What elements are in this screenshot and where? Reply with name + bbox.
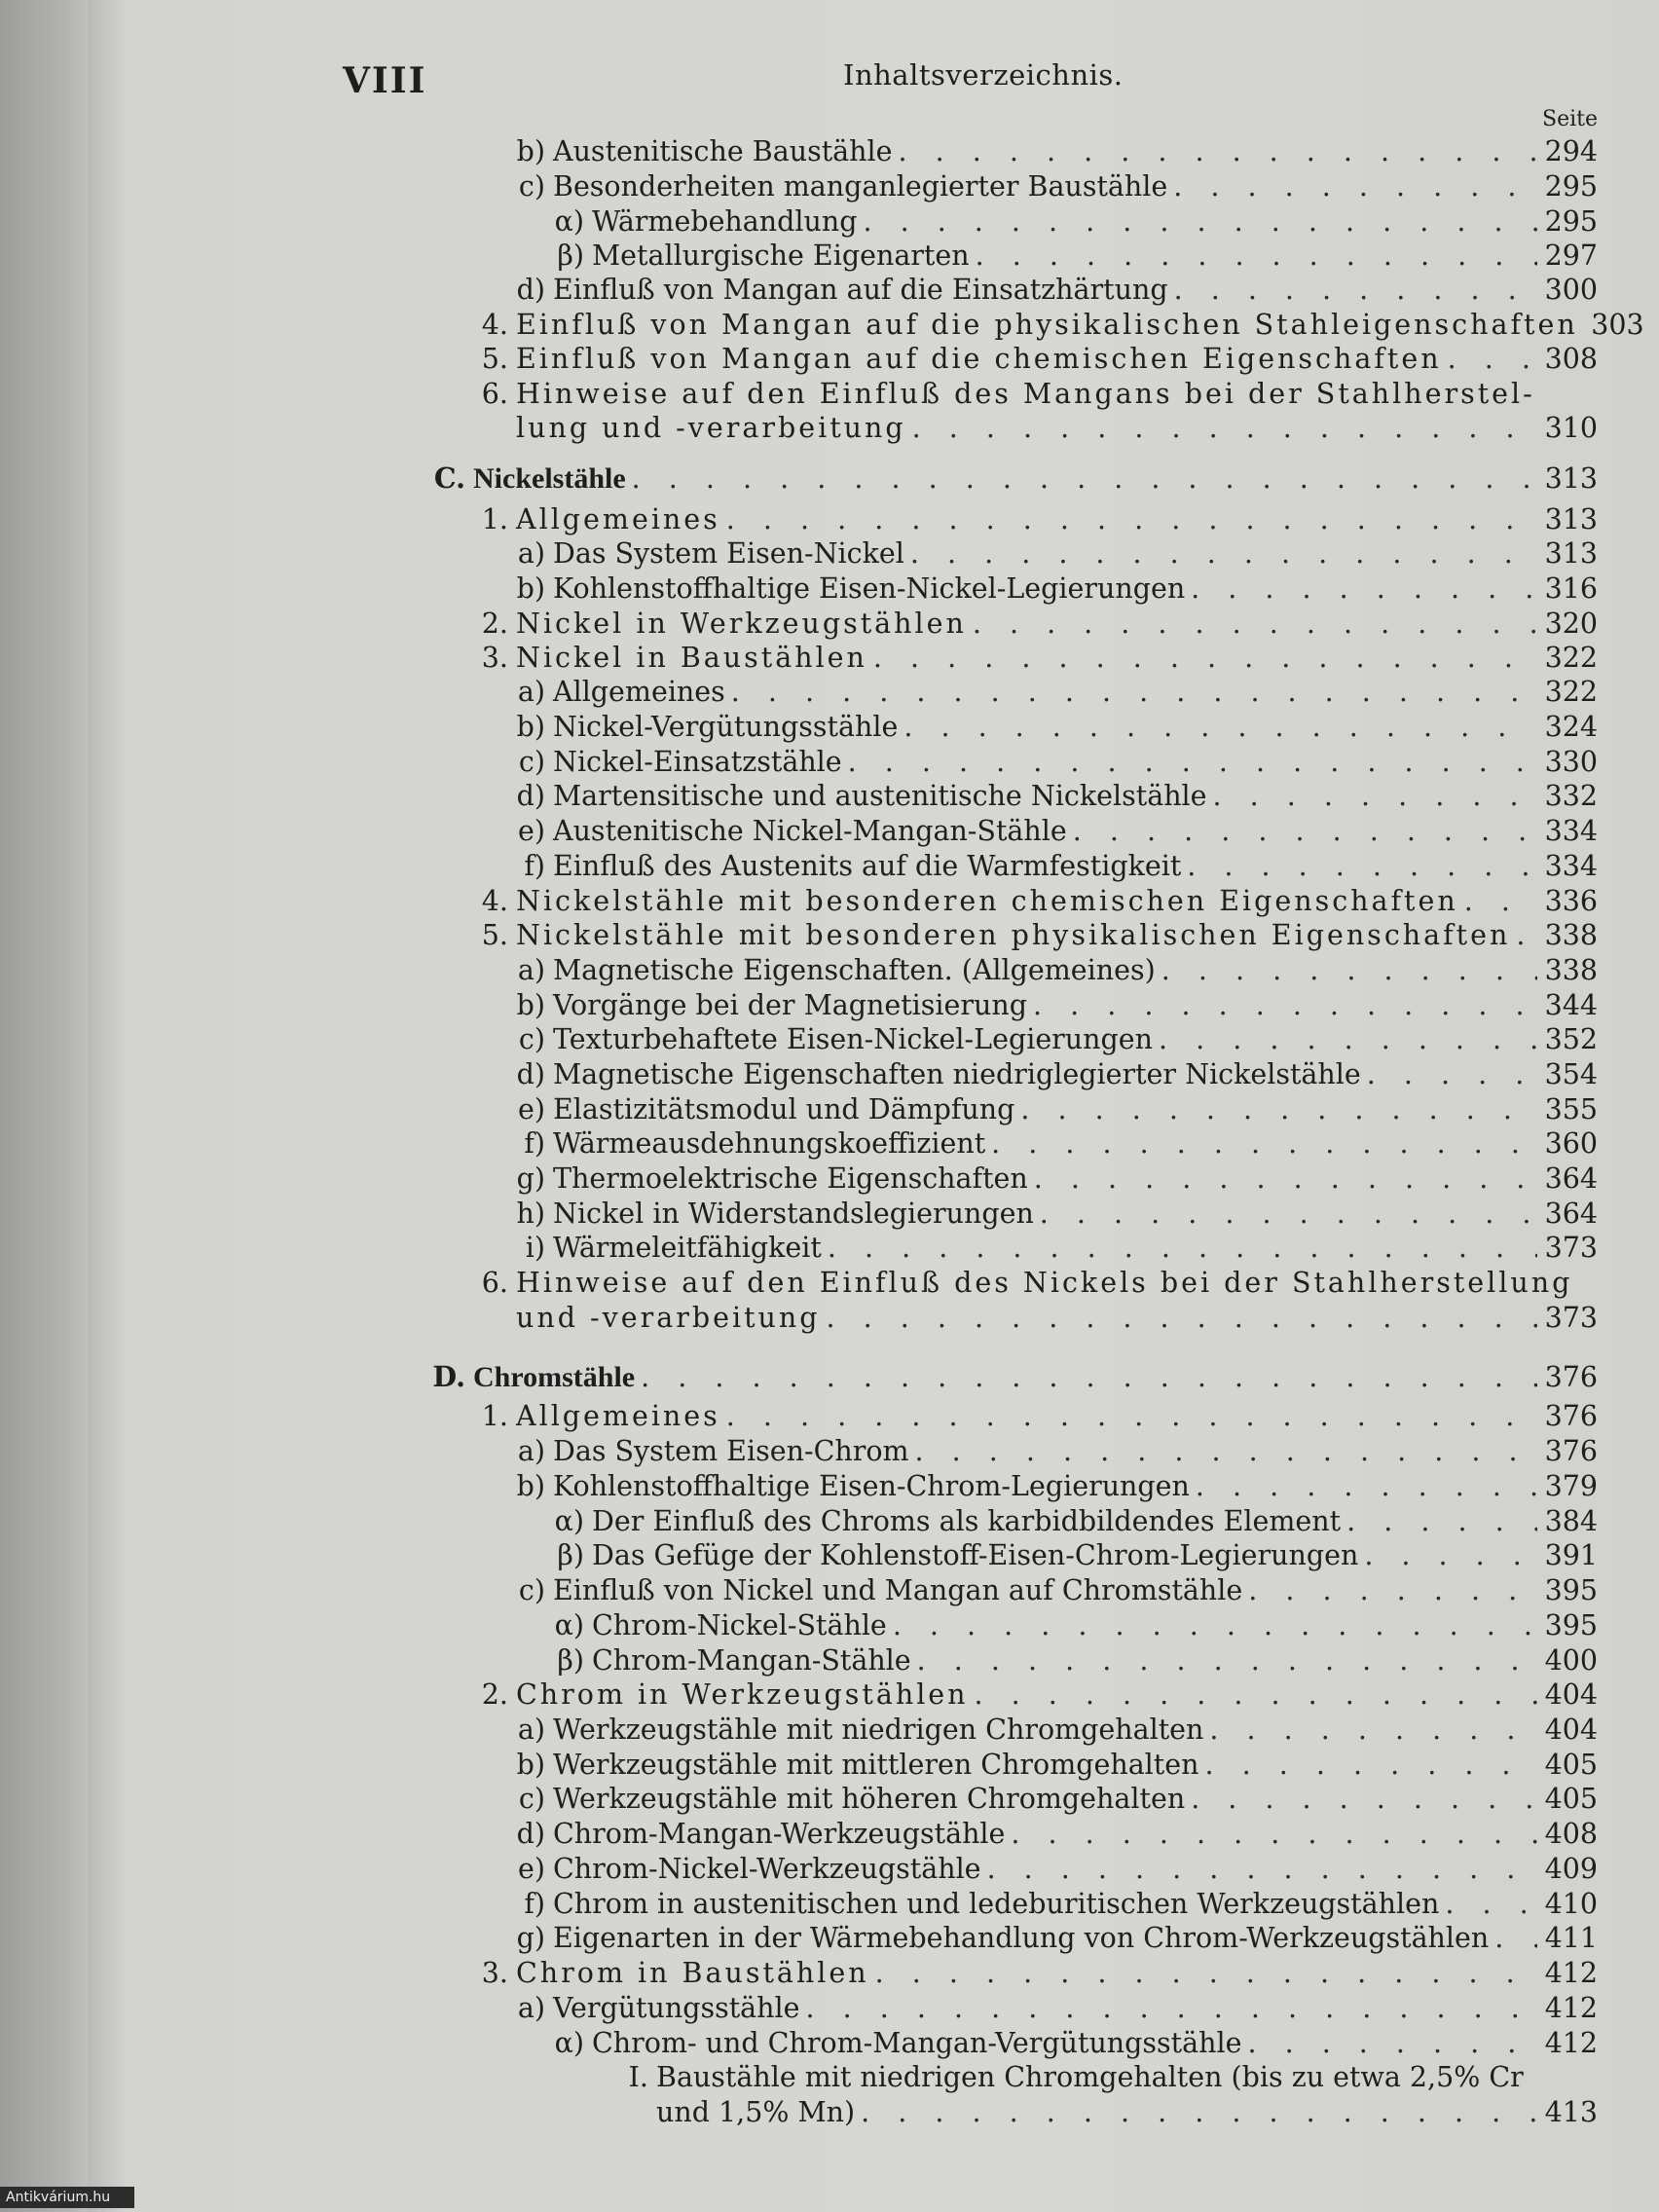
toc-entry-title: Nickel-Einsatzstähle [553,746,842,778]
toc-entry-title: Allgemeines [516,1400,720,1432]
toc-entry-title: Nickel-Vergütungsstähle [553,711,899,743]
toc-entry-page: 324 [1544,711,1598,743]
toc-entry-title: Austenitische Baustähle [553,135,893,167]
toc-entry-page: 354 [1544,1058,1598,1090]
toc-entry-title: Chrom in austenitischen und ledeburitischen Werkzeugstählen [553,1888,1440,1920]
toc-entry [0,2060,1598,2095]
toc-entry [0,239,1598,274]
toc-entry-number: D. [432,1360,465,1393]
toc-entry-number: c) [518,1023,545,1055]
toc-entry-page: 334 [1544,815,1598,847]
dot-leader [1248,1573,1537,1608]
toc-entry-title: Das Gefüge der Kohlenstoff-Eisen-Chrom-Legierungen [592,1539,1359,1571]
toc-entry-number: a) [517,537,545,570]
toc-entry-number: a) [517,1435,545,1467]
toc-entry-number: c) [518,1574,545,1606]
toc-entry-number: 6. [481,378,508,410]
toc-entry-page: 408 [1544,1818,1598,1850]
toc-entry-page: 303 [1591,309,1644,341]
toc-entry [0,849,1598,884]
toc-entry-page: 391 [1544,1539,1598,1571]
dot-leader [828,1231,1537,1266]
toc-entry-page: 316 [1544,572,1598,605]
dot-leader [899,134,1538,169]
toc-entry [0,1266,1598,1301]
dot-leader [1174,273,1537,308]
toc-entry-page: 355 [1544,1093,1598,1125]
toc-entry-number: α) [554,1609,584,1641]
toc-entry-title: Allgemeines [516,503,720,535]
dot-leader [1213,779,1537,814]
dot-leader [912,411,1537,446]
toc-entry-page: 376 [1544,1400,1598,1432]
toc-entry [0,918,1598,953]
toc-entry-number: i) [525,1232,545,1264]
toc-entry [0,953,1598,988]
toc-entry [0,1677,1598,1713]
dot-leader [861,2095,1537,2130]
toc-entry-title: Hinweise auf den Einfluß des Mangans bei der Stahlherstel- [516,378,1535,410]
toc-entry-title: Einfluß von Mangan auf die chemischen Eigenschaften [516,343,1442,375]
toc-entry [0,308,1644,343]
toc-entry-number: f) [524,1127,545,1160]
toc-entry-number: g) [516,1922,545,1954]
toc-entry-number: 1. [481,503,508,535]
toc-entry-page: 338 [1544,919,1598,951]
page-number-roman: VIII [343,60,427,101]
toc-entry [0,502,1598,537]
toc-entry-title: Magnetische Eigenschaften niedriglegierter Nickelstähle [553,1058,1361,1090]
toc-entry-page: 294 [1544,135,1598,167]
toc-entry [0,1301,1598,1336]
toc-entry-page: 409 [1544,1853,1598,1885]
toc-entry-number: b) [516,572,545,605]
dot-leader [1196,1469,1537,1504]
toc-entry-page: 412 [1544,2027,1598,2059]
dot-leader [726,502,1537,537]
toc-entry-page: 364 [1544,1162,1598,1195]
toc-entry [0,1161,1598,1197]
toc-entry [0,571,1598,607]
toc-entry-title: Baustähle mit niedrigen Chromgehalten (bis zu etwa 2,5% Cr [656,2061,1524,2093]
dot-leader [1161,953,1537,988]
toc-entry-title: Elastizitätsmodul und Dämpfung [553,1093,1015,1125]
toc-entry-number: β) [557,240,584,272]
dot-leader [806,1991,1538,2026]
toc-entry-number: 4. [481,885,508,917]
toc-entry-page: 320 [1544,608,1598,640]
toc-entry-page: 332 [1544,780,1598,812]
toc-entry-page: 411 [1544,1922,1598,1954]
toc-entry-title: Nickelstähle [473,462,626,495]
toc-entry-number: α) [554,205,584,238]
watermark: Antikvárium.hu [0,2187,134,2208]
toc-entry-title: Der Einfluß des Chroms als karbidbildendes Element [592,1505,1342,1537]
toc-entry-number: 3. [481,642,508,674]
toc-entry-number: α) [554,1505,584,1537]
toc-entry-number: a) [517,954,545,986]
dot-leader [863,204,1537,240]
toc-entry-number: 5. [481,919,508,951]
toc-entry-title: Werkzeugstähle mit mittleren Chromgehalten [553,1749,1199,1781]
toc-entry [0,134,1598,169]
dot-leader [641,1360,1537,1395]
toc-entry-page: 395 [1544,1574,1598,1606]
toc-entry-page: 313 [1544,503,1598,535]
dot-leader [875,1956,1537,1991]
toc-entry-title: und -verarbeitung [516,1302,821,1334]
toc-entry-number: c) [518,1783,545,1815]
toc-entry-page: 322 [1544,642,1598,674]
toc-entry-title: Kohlenstoffhaltige Eisen-Nickel-Legierungen [553,572,1186,605]
toc-entry [0,1956,1598,1991]
toc-entry-page: 404 [1544,1678,1598,1711]
toc-entry [0,745,1598,780]
toc-entry-page: 412 [1544,1957,1598,1989]
toc-entry-page: 338 [1544,954,1598,986]
dot-leader [1191,571,1537,607]
toc-entry-page: 310 [1544,412,1598,444]
toc-entry [0,2095,1598,2130]
toc-entry-page: 322 [1544,676,1598,708]
toc-entry-number: b) [516,989,545,1021]
toc-entry-title: Nickel in Widerstandslegierungen [553,1198,1034,1230]
toc-entry-page: 336 [1544,885,1598,917]
toc-entry [0,1921,1598,1956]
toc-entry-title: Vergütungsstähle [553,1992,800,2024]
toc-section-heading [0,461,1598,496]
toc-entry-title: Magnetische Eigenschaften. (Allgemeines) [553,954,1156,986]
toc-entry-number: a) [517,1992,545,2024]
toc-entry [0,1713,1598,1748]
dot-leader [987,1852,1537,1887]
toc-entry-title: lung und -verarbeitung [516,412,906,444]
toc-entry-number: α) [554,2027,584,2059]
toc-entry-number: f) [524,850,545,882]
toc-entry-title: Chrom in Werkzeugstählen [516,1678,969,1711]
dot-leader [826,1301,1537,1336]
toc-entry-title: Hinweise auf den Einfluß des Nickels bei der Stahlherstellung [516,1267,1573,1299]
toc-entry [0,273,1598,308]
dot-leader [1073,814,1537,849]
toc-entry-title: Eigenarten in der Wärmebehandlung von Chrom-Werkzeugstählen [553,1922,1490,1954]
toc-entry-page: 384 [1544,1505,1598,1537]
dot-leader [1173,169,1537,204]
toc-entry-number: g) [516,1162,545,1195]
toc-entry [0,1399,1598,1434]
toc-entry-page: 297 [1544,240,1598,272]
dot-leader [1445,1887,1537,1922]
toc-entry-title: Vorgänge bei der Magnetisierung [553,989,1027,1021]
dot-leader [1464,884,1537,919]
toc-entry [0,710,1598,745]
toc-entry-page: 373 [1544,1232,1598,1264]
toc-entry-title: Chrom-Mangan-Stähle [592,1644,911,1677]
toc-entry [0,988,1598,1023]
dot-leader [976,239,1537,274]
dot-leader [1191,1782,1537,1817]
toc-entry-number: b) [516,711,545,743]
toc-entry-page: 352 [1544,1023,1598,1055]
toc-entry [0,536,1598,571]
toc-entry [0,2026,1598,2061]
toc-entry [0,411,1598,446]
dot-leader [910,536,1537,571]
toc-entry-number: 2. [481,1678,508,1711]
toc-entry [0,1434,1598,1469]
toc-entry-page: 300 [1544,274,1598,306]
dot-leader [632,461,1537,497]
toc-entry [0,641,1598,676]
dot-leader [1209,1713,1537,1748]
toc-entry-page: 395 [1544,1609,1598,1641]
toc-entry-title: Nickel in Werkzeugstählen [516,608,967,640]
toc-entry-number: e) [518,1093,545,1125]
toc-entry-title: Besonderheiten manganlegierter Baustähle [553,170,1168,203]
toc-entry-title: Kohlenstoffhaltige Eisen-Chrom-Legierungen [553,1470,1190,1502]
dot-leader [893,1608,1537,1643]
toc-entry-title: Wärmeausdehnungskoeffizient [553,1127,986,1160]
toc-entry-page: 405 [1544,1783,1598,1815]
dot-leader [1247,2026,1537,2061]
dot-leader [1367,1057,1537,1092]
toc-entry [0,169,1598,204]
toc-entry-page: 404 [1544,1714,1598,1746]
toc-entry-number: f) [524,1888,545,1920]
toc-entry [0,607,1598,642]
toc-entry-title: Einfluß von Mangan auf die physikalischen Stahleigenschaften [516,309,1578,341]
toc-entry-number: 2. [481,608,508,640]
toc-entry-page: 376 [1544,1435,1598,1467]
toc-entry [0,675,1598,710]
toc-entry-title: Einfluß des Austenits auf die Warmfestigkeit [553,850,1182,882]
toc-entry [0,1817,1598,1852]
toc-entry-title: Einfluß von Nickel und Mangan auf Chromstähle [553,1574,1243,1606]
toc-entry-title: Nickel in Baustählen [516,642,867,674]
dot-leader [1364,1538,1537,1573]
dot-leader [848,745,1537,780]
dot-leader [1033,988,1537,1023]
toc-entry-number: d) [516,1058,545,1090]
toc-entry [0,1022,1598,1057]
dot-leader [726,1399,1537,1434]
toc-entry-title: und 1,5% Mn) [656,2096,856,2128]
toc-entry [0,1469,1598,1504]
running-header: Inhaltsverzeichnis. [843,58,1124,92]
toc-entry [0,1126,1598,1161]
toc-entry [0,1991,1598,2026]
toc-entry-page: 334 [1544,850,1598,882]
toc-entry-number: 6. [481,1267,508,1299]
toc-entry-title: Texturbehaftete Eisen-Nickel-Legierungen [553,1023,1153,1055]
dot-leader [1448,342,1537,377]
toc-entry-page: 295 [1544,205,1598,238]
toc-entry-title: Chromstähle [473,1361,636,1393]
dot-leader [1516,918,1537,953]
toc-entry [0,1092,1598,1127]
toc-entry-number: I. [628,2061,648,2093]
toc-entry-title: Das System Eisen-Nickel [553,537,904,570]
toc-entry-number: 5. [481,343,508,375]
toc-entry-number: β) [557,1644,584,1677]
toc-entry [0,342,1598,377]
toc-section-heading [0,1359,1598,1394]
toc-entry-title: Allgemeines [553,676,725,708]
dot-leader [903,710,1537,745]
dot-leader [1020,1092,1537,1127]
dot-leader [915,1434,1537,1469]
toc-entry-title: Werkzeugstähle mit niedrigen Chromgehalten [553,1714,1204,1746]
dot-leader [1346,1504,1537,1539]
toc-entry-title: Wärmebehandlung [592,205,858,238]
dot-leader [1494,1921,1537,1956]
toc-entry-number: b) [516,135,545,167]
toc-entry [0,884,1598,919]
toc-entry [0,814,1598,849]
toc-entry-title: Werkzeugstähle mit höheren Chromgehalten [553,1783,1186,1815]
toc-entry [0,1197,1598,1232]
toc-entry-page: 376 [1544,1361,1598,1393]
toc-entry-number: h) [516,1198,545,1230]
toc-entry-number: a) [517,1714,545,1746]
toc-entry-title: Chrom-Nickel-Werkzeugstähle [553,1853,981,1885]
toc-entry [0,779,1598,814]
dot-leader [975,1677,1537,1713]
toc-entry [0,1887,1598,1922]
dot-leader [991,1126,1537,1161]
toc-entry-title: Austenitische Nickel-Mangan-Stähle [553,815,1067,847]
dot-leader [1187,849,1537,884]
dot-leader [917,1643,1537,1678]
toc-entry-number: 1. [481,1400,508,1432]
toc-entry-title: Das System Eisen-Chrom [553,1435,909,1467]
toc-entry-title: Nickelstähle mit besonderen chemischen Eigenschaften [516,885,1458,917]
toc-entry-page: 295 [1544,170,1598,203]
dot-leader [973,607,1537,642]
dot-leader [1011,1817,1537,1852]
toc-entry-number: e) [518,1853,545,1885]
toc-entry-page: 405 [1544,1749,1598,1781]
toc-entry-page: 313 [1544,537,1598,570]
toc-entry-title: Chrom-Nickel-Stähle [592,1609,887,1641]
toc-entry [0,1748,1598,1783]
toc-entry [0,1057,1598,1092]
toc-entry-page: 308 [1544,343,1598,375]
page-column-label: Seite [1542,107,1598,131]
toc-entry-page: 344 [1544,989,1598,1021]
toc-entry-number: C. [433,461,465,495]
toc-entry-title: Martensitische und austenitische Nickelstähle [553,780,1207,812]
toc-entry [0,1573,1598,1608]
toc-entry-page: 400 [1544,1644,1598,1677]
toc-entry-number: 3. [481,1957,508,1989]
toc-entry-page: 313 [1544,462,1598,495]
dot-leader [731,675,1537,710]
toc-entry [0,1782,1598,1817]
toc-entry-number: d) [516,274,545,306]
toc-entry-number: a) [517,676,545,708]
toc-entry [0,204,1598,240]
toc-entry-number: c) [518,170,545,203]
dot-leader [1159,1022,1537,1057]
toc-entry-page: 413 [1544,2096,1598,2128]
toc-entry-title: Einfluß von Mangan auf die Einsatzhärtung [553,274,1168,306]
toc-entry-page: 330 [1544,746,1598,778]
toc-entry-number: β) [557,1539,584,1571]
toc-entry-title: Metallurgische Eigenarten [592,240,970,272]
toc-entry-title: Nickelstähle mit besonderen physikalischen Eigenschaften [516,919,1511,951]
toc-entry-title: Chrom- und Chrom-Mangan-Vergütungsstähle [592,2027,1242,2059]
toc-entry [0,1852,1598,1887]
toc-entry-number: b) [516,1470,545,1502]
toc-entry-page: 412 [1544,1992,1598,2024]
toc-entry-title: Chrom-Mangan-Werkzeugstähle [553,1818,1006,1850]
toc-entry-number: c) [518,746,545,778]
toc-entry [0,1538,1598,1573]
toc-entry-page: 364 [1544,1198,1598,1230]
toc-entry-page: 373 [1544,1302,1598,1334]
toc-entry-title: Wärmeleitfähigkeit [553,1232,822,1264]
dot-leader [1040,1197,1537,1232]
toc-entry-title: Thermoelektrische Eigenschaften [553,1162,1028,1195]
toc-entry-number: e) [518,815,545,847]
toc-entry [0,1504,1598,1539]
toc-entry [0,377,1598,412]
toc-entry-number: 4. [481,309,508,341]
dot-leader [1034,1161,1537,1197]
toc-entry [0,1231,1598,1266]
toc-entry-number: d) [516,780,545,812]
toc-entry [0,1608,1598,1643]
toc-entry-number: d) [516,1818,545,1850]
toc-entry-number: b) [516,1749,545,1781]
toc-entry-page: 360 [1544,1127,1598,1160]
toc-entry-page: 379 [1544,1470,1598,1502]
dot-leader [873,641,1537,676]
toc-entry-page: 410 [1544,1888,1598,1920]
toc-entry-title: Chrom in Baustählen [516,1957,869,1989]
toc-entry [0,1643,1598,1678]
dot-leader [1204,1748,1537,1783]
